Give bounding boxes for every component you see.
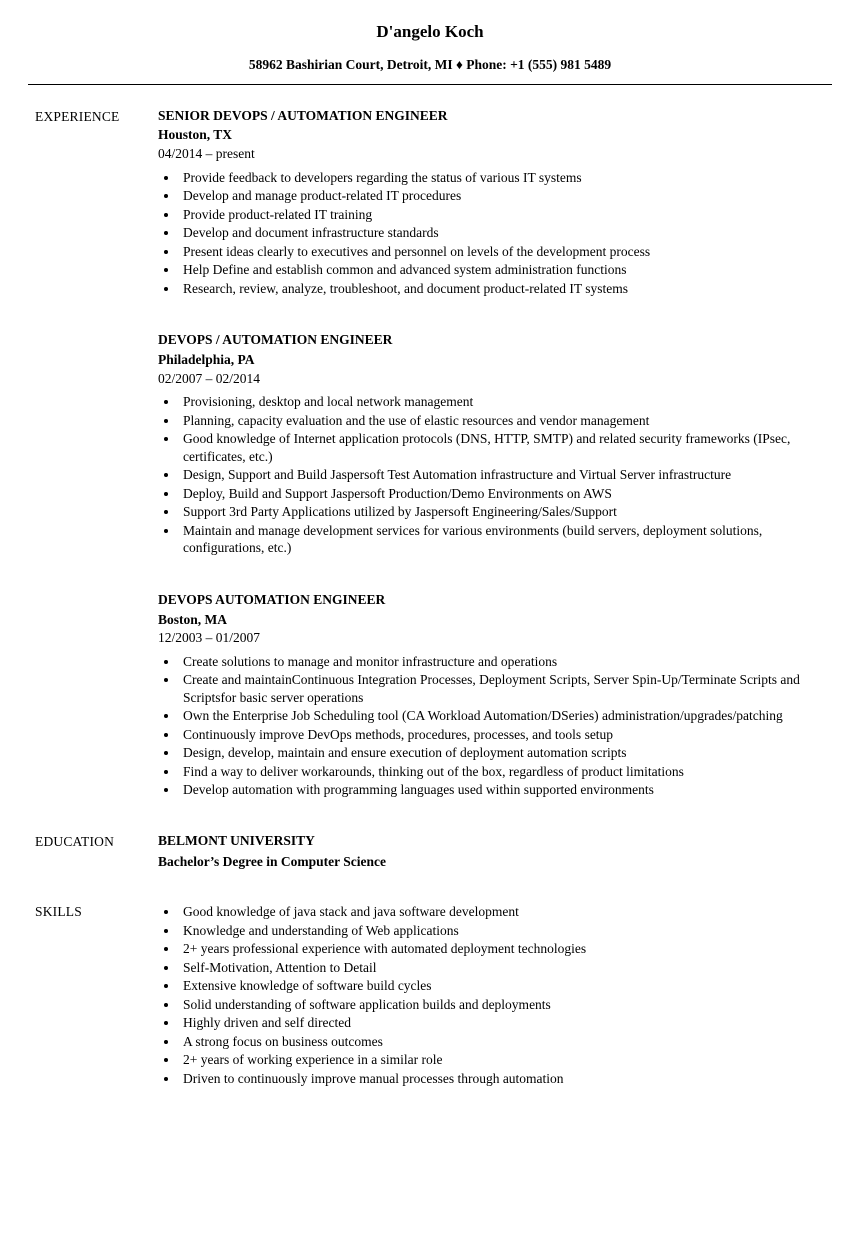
- job-bullet: • Design, develop, maintain and ensure execution of deployment automation scripts: [179, 744, 832, 762]
- education-body: [158, 832, 832, 870]
- skill-item: • Self-Motivation, Attention to Detail: [179, 959, 832, 977]
- job-bullet: • Support 3rd Party Applications utilized by Jaspersoft Engineering/Sales/Support: [179, 503, 832, 521]
- job-bullet: • Provisioning, desktop and local network management: [179, 393, 832, 411]
- resume-header: [28, 22, 832, 74]
- education-school: BELMONT UNIVERSITY: [158, 832, 315, 848]
- education-section-label: EDUCATION: [35, 833, 115, 849]
- job-bullet: • Continuously improve DevOps methods, procedures, processes, and tools setup: [179, 726, 832, 744]
- job-bullet-list: [158, 653, 832, 799]
- skills-body: [158, 902, 832, 1088]
- job-bullet: • Good knowledge of Internet application protocols (DNS, HTTP, SMTP) and related security frameworks (IPsec, certificates, etc.): [179, 430, 832, 465]
- job-location: Houston, TX: [158, 127, 233, 143]
- job-bullet: • Own the Enterprise Job Scheduling tool (CA Workload Automation/DSeries) administration/upgrades/patching: [179, 707, 832, 725]
- job-bullet: • Develop automation with programming languages used within supported environments: [179, 781, 832, 799]
- skills-section: [28, 902, 832, 1088]
- job-bullet: • Maintain and manage development services for various environments (build servers, deployment solutions, configurations, etc.): [179, 522, 832, 557]
- job-bullet: • Present ideas clearly to executives and personnel on levels of the development process: [179, 243, 832, 261]
- skills-section-label: SKILLS: [35, 904, 82, 920]
- job-location: Boston, MA: [158, 611, 228, 627]
- job-bullet: • Design, Support and Build Jaspersoft Test Automation infrastructure and Virtual Server infrastructure: [179, 466, 832, 484]
- contact-line: 58962 Bashirian Court, Detroit, MI ♦ Phone: +1 (555) 981 5489: [248, 57, 612, 73]
- experience-job-list: [158, 107, 832, 800]
- skill-item: • Driven to continuously improve manual processes through automation: [179, 1070, 832, 1088]
- skill-item: • Knowledge and understanding of Web applications: [179, 922, 832, 940]
- experience-section: [28, 107, 832, 800]
- job-location: Philadelphia, PA: [158, 351, 255, 367]
- job-title: SENIOR DEVOPS / AUTOMATION ENGINEER: [158, 107, 448, 123]
- job-bullet-list: [158, 393, 832, 557]
- job-bullet: • Provide product-related IT training: [179, 206, 832, 224]
- skills-list: [158, 903, 832, 1087]
- job-title: DEVOPS / AUTOMATION ENGINEER: [158, 332, 393, 348]
- job-bullet: • Create and maintainContinuous Integration Processes, Deployment Scripts, Server Spin-Up/Terminate Scripts and Scriptsfor basic server operations: [179, 671, 832, 706]
- experience-section-label: EXPERIENCE: [35, 108, 120, 124]
- skill-item: • 2+ years professional experience with automated deployment technologies: [179, 940, 832, 958]
- job-entry: [158, 591, 832, 799]
- skill-item: • 2+ years of working experience in a similar role: [179, 1051, 832, 1069]
- job-bullet: • Deploy, Build and Support Jaspersoft Production/Demo Environments on AWS: [179, 485, 832, 503]
- education-section: [28, 832, 832, 870]
- job-bullet-list: [158, 169, 832, 298]
- job-dates: 12/2003 – 01/2007: [158, 630, 261, 646]
- job-entry: [158, 107, 832, 297]
- skill-item: • Extensive knowledge of software build cycles: [179, 977, 832, 995]
- job-bullet: • Develop and document infrastructure standards: [179, 224, 832, 242]
- job-bullet: • Develop and manage product-related IT procedures: [179, 187, 832, 205]
- job-bullet: • Help Define and establish common and advanced system administration functions: [179, 261, 832, 279]
- header-divider: [28, 84, 832, 85]
- skill-item: • Good knowledge of java stack and java software development: [179, 903, 832, 921]
- skill-item: • A strong focus on business outcomes: [179, 1033, 832, 1051]
- job-bullet: • Provide feedback to developers regarding the status of various IT systems: [179, 169, 832, 187]
- skill-item: • Highly driven and self directed: [179, 1014, 832, 1032]
- job-dates: 02/2007 – 02/2014: [158, 370, 261, 386]
- job-bullet: • Research, review, analyze, troubleshoot, and document product-related IT systems: [179, 280, 832, 298]
- job-bullet: • Planning, capacity evaluation and the use of elastic resources and vendor management: [179, 412, 832, 430]
- job-title: DEVOPS AUTOMATION ENGINEER: [158, 591, 386, 607]
- skill-item: • Solid understanding of software application builds and deployments: [179, 996, 832, 1014]
- job-bullet: • Create solutions to manage and monitor infrastructure and operations: [179, 653, 832, 671]
- job-dates: 04/2014 – present: [158, 146, 255, 162]
- job-entry: [158, 331, 832, 557]
- education-degree: Bachelor’s Degree in Computer Science: [158, 853, 386, 869]
- job-bullet: • Find a way to deliver workarounds, thinking out of the box, regardless of product limitations: [179, 763, 832, 781]
- candidate-name: D'angelo Koch: [376, 22, 484, 41]
